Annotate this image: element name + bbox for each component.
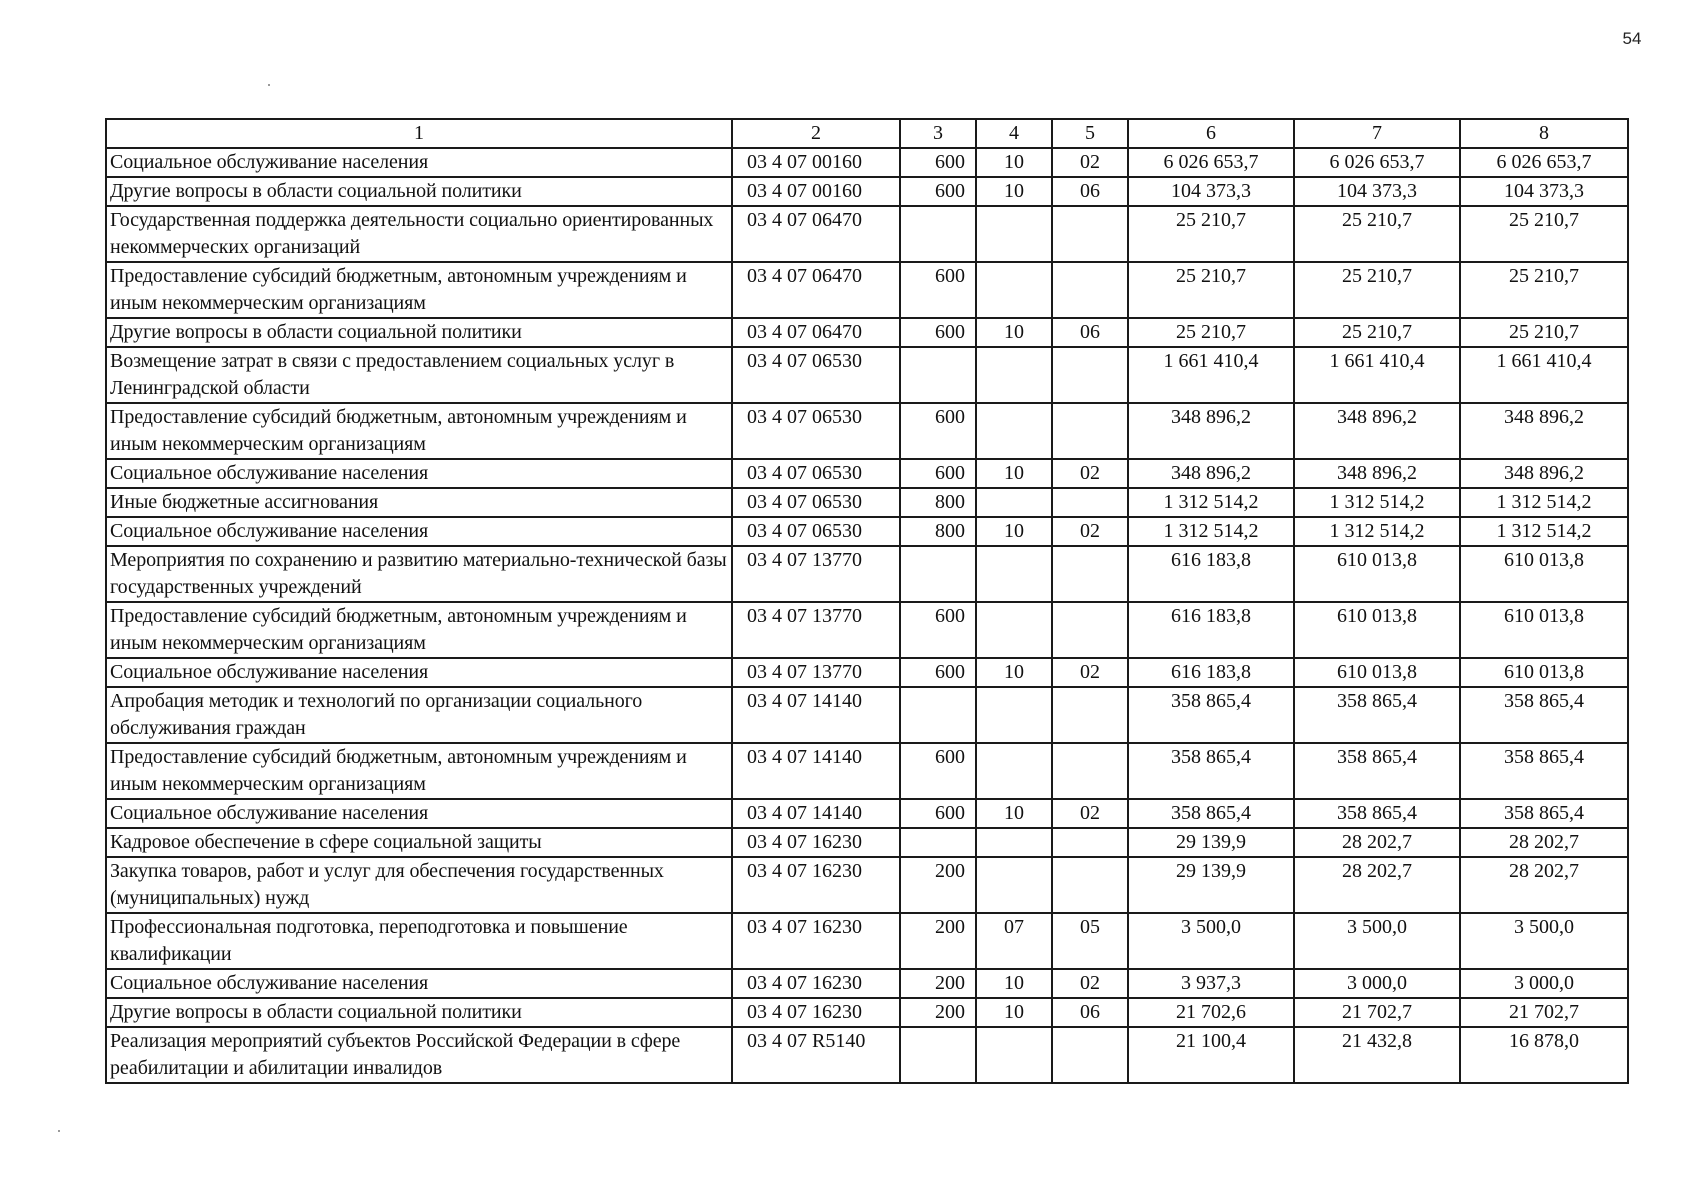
row-name-cell: Социальное обслуживание населения <box>106 969 732 998</box>
row-name-cell: Мероприятия по сохранению и развитию материально-технической базы государственных учреждений <box>106 546 732 602</box>
row-value8-cell: 25 210,7 <box>1460 206 1628 262</box>
row-value7-cell: 21 432,8 <box>1294 1027 1460 1083</box>
row-value8-cell: 610 013,8 <box>1460 602 1628 658</box>
row-value6-cell: 3 500,0 <box>1128 913 1294 969</box>
header-cell-8: 8 <box>1460 119 1628 148</box>
row-col3-cell: 600 <box>900 602 976 658</box>
row-col5-cell <box>1052 1027 1128 1083</box>
row-value8-cell: 16 878,0 <box>1460 1027 1628 1083</box>
budget-table <box>105 118 1629 1084</box>
row-name-cell: Социальное обслуживание населения <box>106 148 732 177</box>
table-row <box>106 177 1628 206</box>
row-value6-cell: 348 896,2 <box>1128 403 1294 459</box>
row-col3-cell <box>900 687 976 743</box>
row-value8-cell: 348 896,2 <box>1460 403 1628 459</box>
row-col5-cell: 02 <box>1052 658 1128 687</box>
row-value7-cell: 358 865,4 <box>1294 743 1460 799</box>
row-value8-cell: 25 210,7 <box>1460 318 1628 347</box>
header-cell-3: 3 <box>900 119 976 148</box>
row-col5-cell: 02 <box>1052 517 1128 546</box>
row-code-cell: 03 4 07 14140 <box>732 799 900 828</box>
row-col3-cell <box>900 546 976 602</box>
row-col4-cell: 10 <box>976 148 1052 177</box>
row-code-cell: 03 4 07 06470 <box>732 318 900 347</box>
row-col4-cell: 10 <box>976 177 1052 206</box>
row-col4-cell <box>976 347 1052 403</box>
row-value8-cell: 1 312 514,2 <box>1460 517 1628 546</box>
row-col4-cell <box>976 602 1052 658</box>
row-col5-cell: 02 <box>1052 799 1128 828</box>
table-row <box>106 459 1628 488</box>
row-col3-cell: 600 <box>900 403 976 459</box>
row-value8-cell: 610 013,8 <box>1460 546 1628 602</box>
row-value6-cell: 21 702,6 <box>1128 998 1294 1027</box>
table-row <box>106 517 1628 546</box>
row-col5-cell <box>1052 857 1128 913</box>
row-col5-cell <box>1052 546 1128 602</box>
row-value7-cell: 28 202,7 <box>1294 857 1460 913</box>
row-col3-cell: 200 <box>900 969 976 998</box>
row-code-cell: 03 4 07 16230 <box>732 913 900 969</box>
table-row <box>106 488 1628 517</box>
row-value7-cell: 21 702,7 <box>1294 998 1460 1027</box>
row-col5-cell: 02 <box>1052 148 1128 177</box>
row-value7-cell: 610 013,8 <box>1294 602 1460 658</box>
row-col4-cell: 10 <box>976 799 1052 828</box>
row-name-cell: Предоставление субсидий бюджетным, автономным учреждениям и иным некоммерческим организациям <box>106 403 732 459</box>
table-row <box>106 318 1628 347</box>
row-name-cell: Социальное обслуживание населения <box>106 658 732 687</box>
row-value8-cell: 1 661 410,4 <box>1460 347 1628 403</box>
row-code-cell: 03 4 07 14140 <box>732 687 900 743</box>
row-col3-cell: 600 <box>900 459 976 488</box>
row-code-cell: 03 4 07 06530 <box>732 517 900 546</box>
row-col5-cell <box>1052 403 1128 459</box>
scan-speck <box>268 84 270 86</box>
row-col4-cell <box>976 488 1052 517</box>
row-value7-cell: 358 865,4 <box>1294 687 1460 743</box>
table-row <box>106 857 1628 913</box>
row-name-cell: Предоставление субсидий бюджетным, автономным учреждениям и иным некоммерческим организациям <box>106 262 732 318</box>
table-row <box>106 743 1628 799</box>
row-col4-cell <box>976 687 1052 743</box>
row-value6-cell: 1 312 514,2 <box>1128 517 1294 546</box>
header-cell-7: 7 <box>1294 119 1460 148</box>
row-value7-cell: 25 210,7 <box>1294 206 1460 262</box>
row-name-cell: Другие вопросы в области социальной политики <box>106 177 732 206</box>
row-code-cell: 03 4 07 06530 <box>732 403 900 459</box>
row-col3-cell: 600 <box>900 148 976 177</box>
row-value6-cell: 25 210,7 <box>1128 206 1294 262</box>
row-name-cell: Другие вопросы в области социальной политики <box>106 318 732 347</box>
row-value6-cell: 616 183,8 <box>1128 658 1294 687</box>
row-value8-cell: 610 013,8 <box>1460 658 1628 687</box>
row-code-cell: 03 4 07 14140 <box>732 743 900 799</box>
row-name-cell: Реализация мероприятий субъектов Российской Федерации в сфере реабилитации и абилитации инвалидов <box>106 1027 732 1083</box>
row-value7-cell: 610 013,8 <box>1294 658 1460 687</box>
row-value6-cell: 358 865,4 <box>1128 743 1294 799</box>
row-value6-cell: 616 183,8 <box>1128 546 1294 602</box>
row-value8-cell: 348 896,2 <box>1460 459 1628 488</box>
row-name-cell: Возмещение затрат в связи с предоставлением социальных услуг в Ленинградской области <box>106 347 732 403</box>
row-col4-cell <box>976 828 1052 857</box>
row-col5-cell: 06 <box>1052 318 1128 347</box>
row-value6-cell: 6 026 653,7 <box>1128 148 1294 177</box>
row-code-cell: 03 4 07 00160 <box>732 177 900 206</box>
row-col5-cell <box>1052 347 1128 403</box>
row-col3-cell: 800 <box>900 488 976 517</box>
row-col5-cell <box>1052 262 1128 318</box>
row-value8-cell: 21 702,7 <box>1460 998 1628 1027</box>
table-row <box>106 347 1628 403</box>
row-col3-cell: 200 <box>900 998 976 1027</box>
row-value7-cell: 3 000,0 <box>1294 969 1460 998</box>
row-value8-cell: 358 865,4 <box>1460 687 1628 743</box>
table-row <box>106 913 1628 969</box>
row-value7-cell: 25 210,7 <box>1294 262 1460 318</box>
table-body <box>106 119 1628 1083</box>
row-value6-cell: 104 373,3 <box>1128 177 1294 206</box>
row-name-cell: Апробация методик и технологий по организации социального обслуживания граждан <box>106 687 732 743</box>
row-code-cell: 03 4 07 16230 <box>732 969 900 998</box>
row-col3-cell <box>900 1027 976 1083</box>
table-row <box>106 969 1628 998</box>
row-col5-cell: 06 <box>1052 177 1128 206</box>
row-value6-cell: 29 139,9 <box>1128 857 1294 913</box>
page-number: 54 <box>1622 29 1642 48</box>
row-col5-cell <box>1052 687 1128 743</box>
table-row <box>106 403 1628 459</box>
row-value6-cell: 25 210,7 <box>1128 318 1294 347</box>
row-col4-cell <box>976 403 1052 459</box>
row-value8-cell: 358 865,4 <box>1460 799 1628 828</box>
table-row <box>106 262 1628 318</box>
row-col3-cell: 600 <box>900 799 976 828</box>
row-code-cell: 03 4 07 16230 <box>732 828 900 857</box>
row-code-cell: 03 4 07 06530 <box>732 459 900 488</box>
row-value8-cell: 358 865,4 <box>1460 743 1628 799</box>
row-value7-cell: 1 312 514,2 <box>1294 488 1460 517</box>
row-value7-cell: 348 896,2 <box>1294 459 1460 488</box>
row-value8-cell: 25 210,7 <box>1460 262 1628 318</box>
row-value6-cell: 25 210,7 <box>1128 262 1294 318</box>
row-col4-cell: 10 <box>976 517 1052 546</box>
row-value6-cell: 21 100,4 <box>1128 1027 1294 1083</box>
row-col4-cell <box>976 206 1052 262</box>
row-code-cell: 03 4 07 16230 <box>732 857 900 913</box>
row-value7-cell: 104 373,3 <box>1294 177 1460 206</box>
row-col3-cell <box>900 828 976 857</box>
row-name-cell: Социальное обслуживание населения <box>106 459 732 488</box>
row-name-cell: Социальное обслуживание населения <box>106 799 732 828</box>
header-cell-1: 1 <box>106 119 732 148</box>
row-name-cell: Социальное обслуживание населения <box>106 517 732 546</box>
row-value7-cell: 1 312 514,2 <box>1294 517 1460 546</box>
row-col4-cell: 10 <box>976 969 1052 998</box>
table-row <box>106 546 1628 602</box>
row-code-cell: 03 4 07 06530 <box>732 347 900 403</box>
budget-table-container <box>105 118 1627 1084</box>
row-value8-cell: 28 202,7 <box>1460 828 1628 857</box>
row-value6-cell: 1 312 514,2 <box>1128 488 1294 517</box>
row-value6-cell: 358 865,4 <box>1128 799 1294 828</box>
row-name-cell: Профессиональная подготовка, переподготовка и повышение квалификации <box>106 913 732 969</box>
row-col5-cell <box>1052 743 1128 799</box>
row-col3-cell: 600 <box>900 262 976 318</box>
row-col4-cell: 10 <box>976 318 1052 347</box>
row-col5-cell <box>1052 828 1128 857</box>
table-row <box>106 998 1628 1027</box>
row-name-cell: Государственная поддержка деятельности социально ориентированных некоммерческих организаций <box>106 206 732 262</box>
row-code-cell: 03 4 07 13770 <box>732 658 900 687</box>
row-col5-cell: 02 <box>1052 969 1128 998</box>
row-name-cell: Кадровое обеспечение в сфере социальной защиты <box>106 828 732 857</box>
row-value7-cell: 3 500,0 <box>1294 913 1460 969</box>
row-value7-cell: 25 210,7 <box>1294 318 1460 347</box>
row-name-cell: Предоставление субсидий бюджетным, автономным учреждениям и иным некоммерческим организациям <box>106 743 732 799</box>
row-col4-cell: 10 <box>976 658 1052 687</box>
scan-speck <box>58 1130 60 1132</box>
row-value6-cell: 358 865,4 <box>1128 687 1294 743</box>
row-value6-cell: 3 937,3 <box>1128 969 1294 998</box>
row-code-cell: 03 4 07 R5140 <box>732 1027 900 1083</box>
row-name-cell: Закупка товаров, работ и услуг для обеспечения государственных (муниципальных) нужд <box>106 857 732 913</box>
header-cell-6: 6 <box>1128 119 1294 148</box>
row-value7-cell: 610 013,8 <box>1294 546 1460 602</box>
row-col3-cell: 600 <box>900 743 976 799</box>
row-value8-cell: 3 500,0 <box>1460 913 1628 969</box>
row-code-cell: 03 4 07 16230 <box>732 998 900 1027</box>
row-value7-cell: 6 026 653,7 <box>1294 148 1460 177</box>
row-col4-cell: 10 <box>976 998 1052 1027</box>
row-name-cell: Предоставление субсидий бюджетным, автономным учреждениям и иным некоммерческим организациям <box>106 602 732 658</box>
row-col4-cell: 10 <box>976 459 1052 488</box>
row-value7-cell: 358 865,4 <box>1294 799 1460 828</box>
row-col5-cell: 06 <box>1052 998 1128 1027</box>
row-name-cell: Иные бюджетные ассигнования <box>106 488 732 517</box>
row-col4-cell <box>976 262 1052 318</box>
table-row <box>106 828 1628 857</box>
row-col5-cell: 02 <box>1052 459 1128 488</box>
row-col4-cell <box>976 743 1052 799</box>
row-col3-cell: 800 <box>900 517 976 546</box>
header-row <box>106 119 1628 148</box>
row-value8-cell: 104 373,3 <box>1460 177 1628 206</box>
table-row <box>106 602 1628 658</box>
row-value8-cell: 1 312 514,2 <box>1460 488 1628 517</box>
row-value6-cell: 616 183,8 <box>1128 602 1294 658</box>
row-value6-cell: 348 896,2 <box>1128 459 1294 488</box>
row-col3-cell <box>900 206 976 262</box>
header-cell-4: 4 <box>976 119 1052 148</box>
row-code-cell: 03 4 07 06470 <box>732 206 900 262</box>
table-row <box>106 1027 1628 1083</box>
row-value7-cell: 1 661 410,4 <box>1294 347 1460 403</box>
table-row <box>106 148 1628 177</box>
row-value8-cell: 6 026 653,7 <box>1460 148 1628 177</box>
table-row <box>106 658 1628 687</box>
row-col5-cell <box>1052 206 1128 262</box>
row-code-cell: 03 4 07 13770 <box>732 602 900 658</box>
row-col4-cell: 07 <box>976 913 1052 969</box>
row-col3-cell: 200 <box>900 913 976 969</box>
row-code-cell: 03 4 07 06530 <box>732 488 900 517</box>
row-value6-cell: 1 661 410,4 <box>1128 347 1294 403</box>
row-col5-cell: 05 <box>1052 913 1128 969</box>
header-cell-5: 5 <box>1052 119 1128 148</box>
row-value7-cell: 348 896,2 <box>1294 403 1460 459</box>
row-col4-cell <box>976 1027 1052 1083</box>
row-col3-cell: 600 <box>900 177 976 206</box>
row-col3-cell: 600 <box>900 318 976 347</box>
row-value6-cell: 29 139,9 <box>1128 828 1294 857</box>
row-col3-cell <box>900 347 976 403</box>
row-code-cell: 03 4 07 13770 <box>732 546 900 602</box>
header-cell-2: 2 <box>732 119 900 148</box>
row-col5-cell <box>1052 488 1128 517</box>
row-value7-cell: 28 202,7 <box>1294 828 1460 857</box>
row-value8-cell: 28 202,7 <box>1460 857 1628 913</box>
row-name-cell: Другие вопросы в области социальной политики <box>106 998 732 1027</box>
row-col3-cell: 600 <box>900 658 976 687</box>
table-row <box>106 687 1628 743</box>
row-code-cell: 03 4 07 00160 <box>732 148 900 177</box>
row-col5-cell <box>1052 602 1128 658</box>
row-value8-cell: 3 000,0 <box>1460 969 1628 998</box>
table-row <box>106 206 1628 262</box>
row-col3-cell: 200 <box>900 857 976 913</box>
row-code-cell: 03 4 07 06470 <box>732 262 900 318</box>
row-col4-cell <box>976 857 1052 913</box>
row-col4-cell <box>976 546 1052 602</box>
table-row <box>106 799 1628 828</box>
